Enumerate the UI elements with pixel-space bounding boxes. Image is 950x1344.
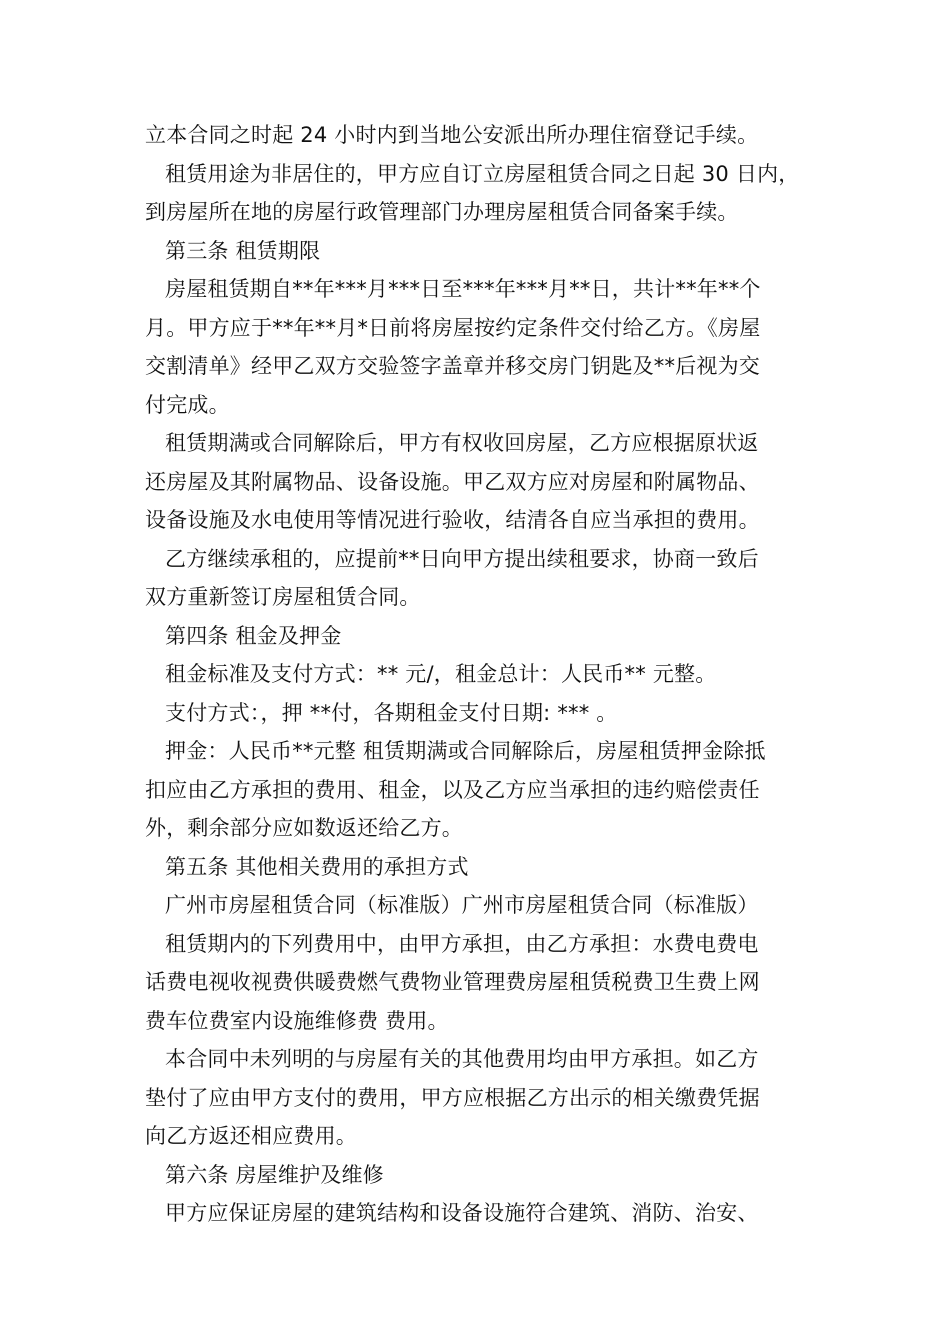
document-line: 本合同中未列明的与房屋有关的其他费用均由甲方承担。如乙方 xyxy=(165,1047,759,1071)
document-body xyxy=(145,116,813,1233)
document-line: 租赁期满或合同解除后，甲方有权收回房屋，乙方应根据原状返 xyxy=(165,431,759,455)
document-line: 话费电视收视费供暖费燃气费物业管理费房屋租赁税费卫生费上网 xyxy=(145,970,760,994)
document-line: 向乙方返还相应费用。 xyxy=(145,1124,357,1148)
document-line: 押金：人民币**元整 租赁期满或合同解除后，房屋租赁押金除抵 xyxy=(165,739,766,763)
document-line: 第五条 其他相关费用的承担方式 xyxy=(165,854,469,879)
document-line: 第三条 租赁期限 xyxy=(165,238,321,263)
document-line: 立本合同之时起 24 小时内到当地公安派出所办理住宿登记手续。 xyxy=(145,123,759,147)
document-line: 支付方式：，押 **付，各期租金支付日期: *** 。 xyxy=(165,700,618,725)
document-line: 到房屋所在地的房屋行政管理部门办理房屋租赁合同备案手续。 xyxy=(145,200,739,224)
document-line: 租赁期内的下列费用中，由甲方承担，由乙方承担：水费电费电 xyxy=(165,931,759,956)
document-line: 扣应由乙方承担的费用、租金，以及乙方应当承担的违约赔偿责任 xyxy=(145,777,760,802)
document-line: 房屋租赁期自**年***月***日至***年***月**日，共计**年**个 xyxy=(165,277,761,301)
document-line: 第六条 房屋维护及维修 xyxy=(165,1162,384,1187)
document-line: 费车位费室内设施维修费 费用。 xyxy=(145,1008,449,1033)
document-line: 设备设施及水电使用等情况进行验收，结清各自应当承担的费用。 xyxy=(145,508,760,532)
document-line: 垫付了应由甲方支付的费用，甲方应根据乙方出示的相关缴费凭据 xyxy=(145,1085,760,1110)
document-line: 还房屋及其附属物品、设备设施。甲乙双方应对房屋和附属物品、 xyxy=(145,469,760,494)
document-line: 租赁用途为非居住的，甲方应自订立房屋租赁合同之日起 30 日内， xyxy=(165,161,800,186)
document-line: 第四条 租金及押金 xyxy=(165,623,342,648)
document-line: 月。甲方应于**年**月*日前将房屋按约定条件交付给乙方。《房屋 xyxy=(145,315,761,340)
document-line: 外，剩余部分应如数返还给乙方。 xyxy=(145,816,463,840)
document-line: 付完成。 xyxy=(145,392,230,417)
document-line: 交割清单》经甲乙双方交验签字盖章并移交房门钥匙及**后视为交 xyxy=(145,354,760,378)
document-line: 乙方继续承租的，应提前**日向甲方提出续租要求，协商一致后 xyxy=(165,546,759,571)
document-line: 甲方应保证房屋的建筑结构和设备设施符合建筑、消防、治安、 xyxy=(165,1201,759,1225)
document-line: 广州市房屋租赁合同（标准版）广州市房屋租赁合同（标准版） xyxy=(165,893,759,917)
document-line: 双方重新签订房屋租赁合同。 xyxy=(145,585,421,609)
document-line: 租金标准及支付方式：** 元/，租金总计：人民币** 元整。 xyxy=(165,662,717,686)
